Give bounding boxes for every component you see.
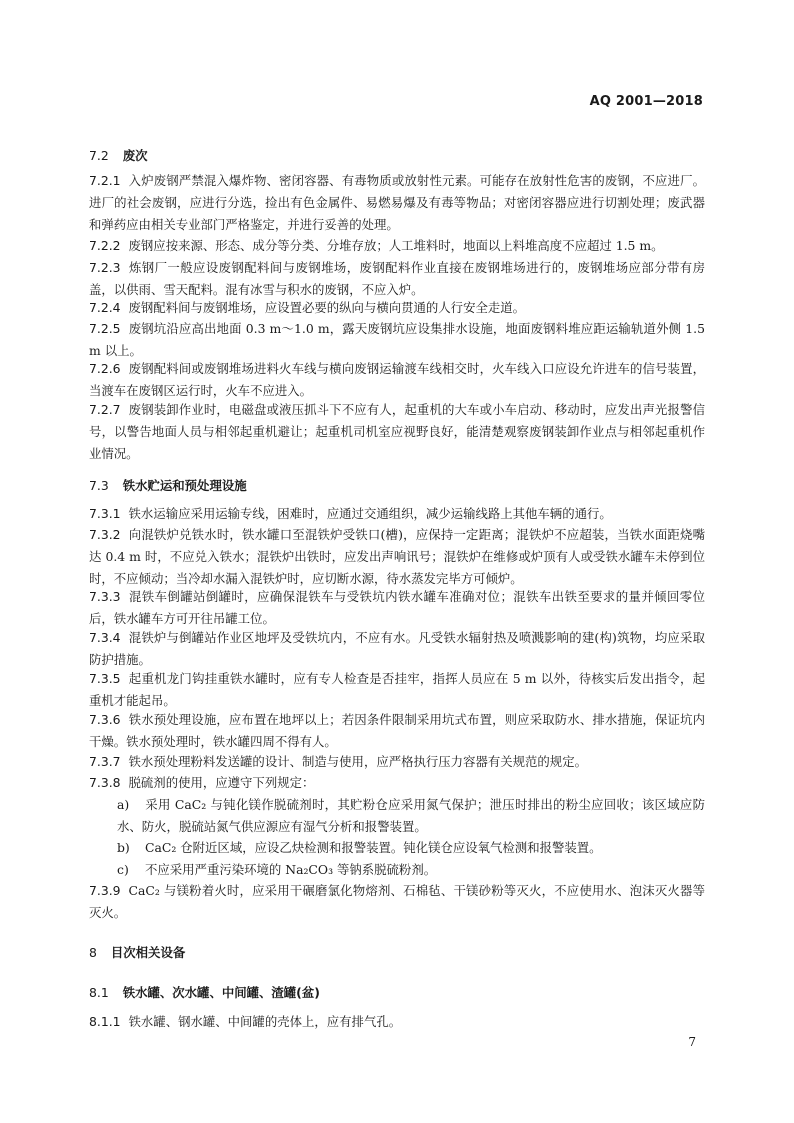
section-heading-7-3 [89, 476, 247, 494]
clause-text: 向混铁炉兑铁水时，铁水罐口至混铁炉受铁口(槽)，应保持一定距离；混铁炉不应超装，当铁水面距烧嘴达 0.4 m 时，不应兑入铁水；混铁炉出铁时，应发出声响讯号；混铁炉在维修或炉顶有人或受铁水罐车未停到位时，不应倾动；当冷却水漏入混铁炉时，应切断水源，待水蒸发完毕方可倾炉。 [89, 527, 705, 586]
clause-text: 铁水预处理设施，应布置在地坪以上；若因条件限制采用坑式布置，则应采取防水、排水措施，保证坑内干燥。铁水预处理时，铁水罐四周不得有人。 [89, 712, 705, 749]
clause-8-1-1 [89, 1011, 705, 1033]
clause-text: 混铁炉与倒罐站作业区地坪及受铁坑内，不应有水。凡受铁水辐射热及喷溅影响的建(构)筑物，均应采取防护措施。 [89, 630, 705, 667]
clause-7-3-3 [89, 586, 705, 630]
section-title: 铁水贮运和预处理设施 [122, 478, 247, 493]
clause-text: 混铁车倒罐站倒罐时，应确保混铁车与受铁坑内铁水罐车准确对位；混铁车出铁至要求的量并倾回零位后，铁水罐车方可开往吊罐工位。 [89, 589, 705, 626]
clause-number: 7.3.7 [89, 754, 121, 769]
clause-number: 7.2.5 [89, 321, 121, 336]
clause-7-3-7 [89, 751, 705, 773]
section-heading-7-2 [89, 146, 148, 164]
standard-code: AQ 2001—2018 [589, 94, 703, 109]
chapter-heading-8 [89, 943, 185, 961]
clause-number: 7.2.6 [89, 361, 121, 376]
clause-7-2-5 [89, 318, 705, 362]
clause-text: 废钢配料间与废钢堆场，应设置必要的纵向与横向贯通的人行安全走道。 [128, 300, 526, 315]
clause-text: 铁水运输应采用运输专线，困难时，应通过交通组织，减少运输线路上其他车辆的通行。 [128, 506, 612, 521]
clause-7-2-3 [89, 257, 705, 301]
clause-7-2-2 [89, 235, 705, 257]
clause-7-3-8 [89, 772, 705, 794]
section-heading-8-1 [89, 983, 320, 1001]
clause-7-2-6 [89, 358, 705, 402]
clause-text: 炼钢厂一般应设废钢配料间与废钢堆场，废钢配料作业直接在废钢堆场进行的，废钢堆场应部分带有房盖，以供雨、雪天配料。混有冰雪与积水的废钢，不应入炉。 [89, 260, 705, 297]
clause-number: 7.2.4 [89, 300, 121, 315]
clause-number: 7.3.6 [89, 712, 121, 727]
clause-text: 废钢坑沿应高出地面 0.3 m～1.0 m，露天废钢坑应设集排水设施，地面废钢料堆应距运输轨道外侧 1.5 m 以上。 [89, 321, 705, 358]
clause-number: 7.3.4 [89, 630, 121, 645]
clause-number: 7.3.5 [89, 671, 121, 686]
list-item-a [117, 794, 705, 838]
section-title: 废次 [122, 148, 148, 163]
clause-7-3-2 [89, 524, 705, 590]
clause-7-3-4 [89, 627, 705, 671]
clause-7-2-7 [89, 399, 705, 465]
section-number: 8.1 [89, 985, 109, 1000]
clause-text: 入炉废钢严禁混入爆炸物、密闭容器、有毒物质或放射性元素。可能存在放射性危害的废钢，不应进厂。进厂的社会废钢，应进行分选，捡出有色金属件、易燃易爆及有毒等物品；对密闭容器应进行切割处理；废武器和弹药应由相关专业部门严格鉴定，并进行妥善的处理。 [89, 173, 705, 232]
clause-text: 脱硫剂的使用，应遵守下列规定： [128, 775, 315, 790]
clause-number: 7.3.9 [89, 883, 121, 898]
page-number: 7 [688, 1035, 696, 1049]
list-marker: c) [117, 862, 129, 877]
clause-7-3-1 [89, 503, 705, 525]
clause-7-3-6 [89, 709, 705, 753]
clause-number: 7.3.1 [89, 506, 121, 521]
clause-7-2-4 [89, 297, 705, 319]
clause-7-3-9 [89, 880, 705, 924]
clause-7-3-5 [89, 668, 705, 712]
clause-number: 7.3.3 [89, 589, 121, 604]
clause-7-2-1 [89, 170, 705, 236]
section-number: 7.3 [89, 478, 109, 493]
clause-number: 7.2.3 [89, 260, 121, 275]
list-marker: a) [117, 797, 130, 812]
clause-number: 7.3.8 [89, 775, 121, 790]
clause-text: 废钢应按来源、形态、成分等分类、分堆存放；人工堆料时，地面以上料堆高度不应超过 1.5 m。 [128, 238, 664, 253]
clause-text: 铁水罐、钢水罐、中间罐的壳体上，应有排气孔。 [128, 1014, 402, 1029]
list-item-text: 不应采用严重污染环境的 Na₂CO₃ 等钠系脱硫粉剂。 [145, 862, 437, 877]
clause-number: 7.2.2 [89, 238, 121, 253]
clause-number: 8.1.1 [89, 1014, 121, 1029]
clause-text: 废钢装卸作业时，电磁盘或液压抓斗下不应有人，起重机的大车或小车启动、移动时，应发出声光报警信号，以警告地面人员与相邻起重机避让；起重机司机室应视野良好，能清楚观察废钢装卸作业点与相邻起重机作业情况。 [89, 402, 705, 461]
list-item-b [117, 837, 705, 859]
section-title: 铁水罐、次水罐、中间罐、渣罐(盆) [122, 985, 320, 1000]
clause-text: CaC₂ 与镁粉着火时，应采用干碾磨氯化物熔剂、石棉毡、干镁砂粉等灭火，不应使用水、泡沫灭火器等灭火。 [89, 883, 705, 920]
clause-number: 7.2.7 [89, 402, 121, 417]
list-marker: b) [117, 840, 130, 855]
chapter-title: 目次相关设备 [110, 945, 186, 960]
list-item-text: 采用 CaC₂ 与钝化镁作脱硫剂时，其贮粉仓应采用氮气保护；泄压时排出的粉尘应回收；该区域应防水、防火，脱硫站氮气供应源应有湿气分析和报警装置。 [117, 797, 705, 834]
clause-text: 铁水预处理粉料发送罐的设计、制造与使用，应严格执行压力容器有关规范的规定。 [128, 754, 587, 769]
list-item-c [117, 859, 705, 881]
clause-text: 起重机龙门钩挂重铁水罐时，应有专人检查是否挂牢，指挥人员应在 5 m 以外，待核实后发出指令，起重机才能起吊。 [89, 671, 705, 708]
section-number: 7.2 [89, 148, 109, 163]
clause-number: 7.3.2 [89, 527, 121, 542]
clause-text: 废钢配料间或废钢堆场进料火车线与横向废钢运输渡车线相交时，火车线入口应设允许进车的信号装置，当渡车在废钢区运行时，火车不应进入。 [89, 361, 705, 398]
list-item-text: CaC₂ 仓附近区域，应设乙炔检测和报警装置。钝化镁仓应设氧气检测和报警装置。 [145, 840, 602, 855]
clause-number: 7.2.1 [89, 173, 121, 188]
chapter-number: 8 [89, 945, 97, 960]
